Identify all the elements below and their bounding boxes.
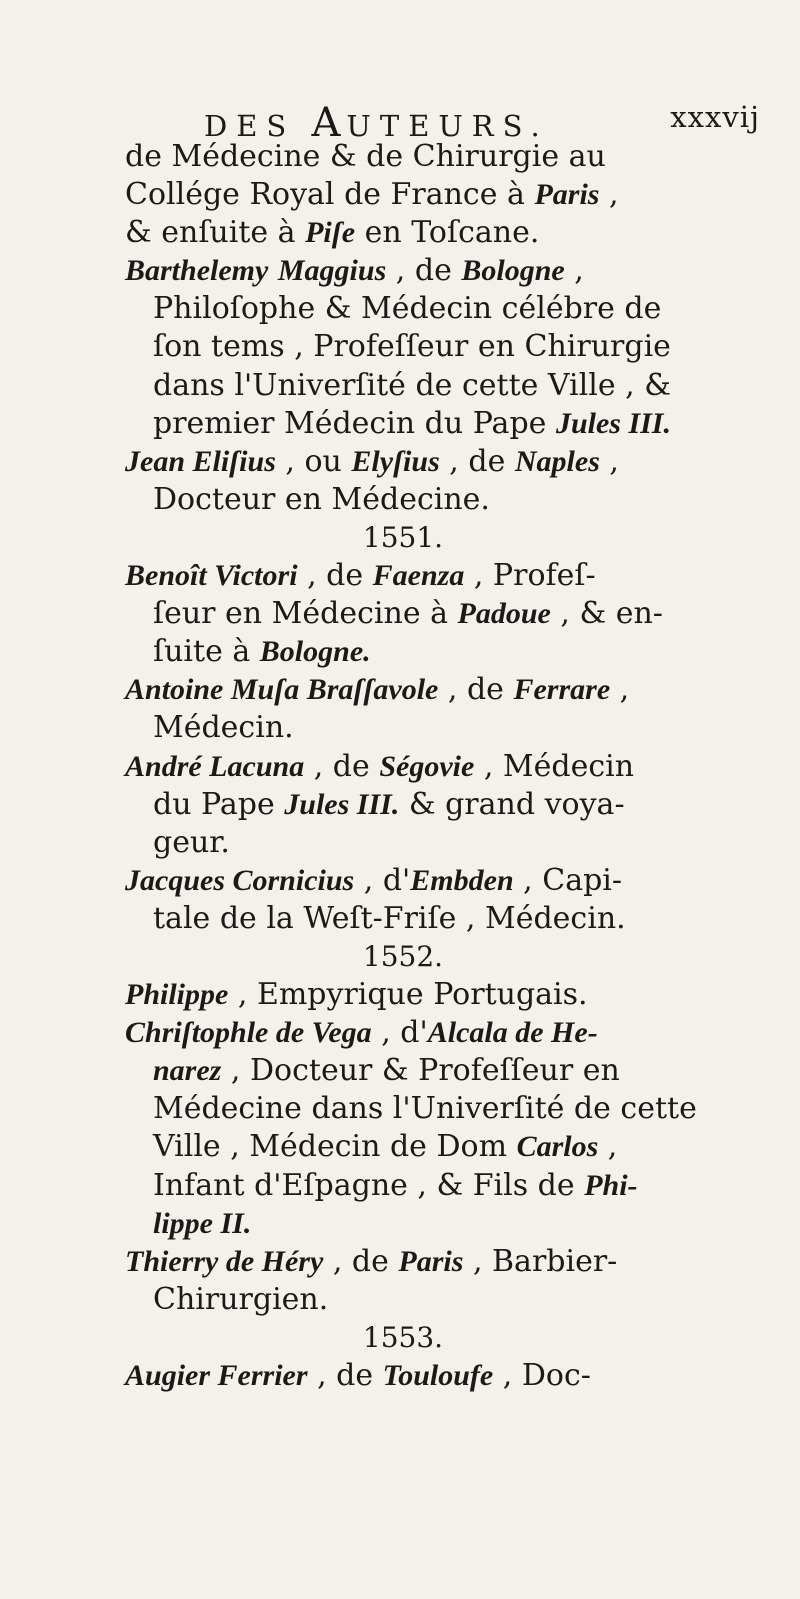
text-line: Docteur en Médecine. bbox=[153, 481, 490, 517]
text-line: premier Médecin du Pape Jules III. bbox=[153, 405, 671, 441]
text-line: dans l'Univerſité de cette Ville , & bbox=[153, 367, 671, 403]
text-line: Médecine dans l'Univerſité de cette bbox=[153, 1091, 697, 1127]
header-title-rest: UTEURS. bbox=[346, 109, 549, 143]
text-line: ſon tems , Profeſſeur en Chirurgie bbox=[153, 329, 671, 365]
text-line: Philoſophe & Médecin célébre de bbox=[153, 291, 662, 327]
text-line: de Médecine & de Chirurgie au bbox=[125, 139, 606, 174]
text-line: du Pape Jules III. & grand voya- bbox=[153, 786, 625, 822]
text-line: ſeur en Médecine à Padoue , & en- bbox=[153, 596, 663, 632]
entry-first-line: Chriſtophle de Vega , d'Alcala de He- bbox=[125, 1015, 598, 1051]
text-line: Médecin. bbox=[153, 710, 294, 746]
entry-first-line: Augier Ferrier , de Touloufe , Doc- bbox=[125, 1358, 591, 1393]
text-line: Collége Royal de France à Paris , bbox=[125, 177, 619, 213]
page-number: xxxvij bbox=[670, 100, 760, 134]
text-line: tale de la Weſt-Friſe , Médecin. bbox=[153, 900, 626, 936]
text-line: ſuite à Bologne. bbox=[153, 634, 371, 670]
year-heading: 1551. bbox=[362, 520, 444, 554]
entry-first-line: Thierry de Héry , de Paris , Barbier- bbox=[125, 1243, 618, 1279]
text-line: Infant d'Eſpagne , & Fils de Phi- bbox=[153, 1167, 638, 1203]
entry-first-line: André Lacuna , de Ségovie , Médecin bbox=[125, 748, 635, 784]
text-line: Ville , Médecin de Dom Carlos , bbox=[153, 1129, 618, 1165]
entry-first-line: Jacques Cornicius , d'Embden , Capi- bbox=[125, 862, 623, 898]
entry-first-line: Antoine Muſa Braſſavole , de Ferrare , bbox=[125, 672, 630, 708]
entry-first-line: Philippe , Empyrique Portugais. bbox=[125, 977, 588, 1013]
year-heading: 1552. bbox=[362, 939, 444, 973]
entry-first-line: Barthelemy Maggius , de Bologne , bbox=[125, 253, 584, 289]
entry-first-line: Jean Eliſius , ou Elyſius , de Naples , bbox=[125, 443, 619, 479]
entry-first-line: Benoît Victori , de Faenza , Profeſ- bbox=[125, 558, 596, 594]
header-title-initial: A bbox=[311, 100, 347, 146]
year-heading: 1553. bbox=[362, 1320, 444, 1354]
text-line: Chirurgien. bbox=[153, 1281, 329, 1317]
text-line: lippe II. bbox=[153, 1206, 252, 1240]
text-line: geur. bbox=[153, 824, 230, 860]
header-prefix: DES bbox=[204, 109, 296, 143]
text-line: narez , Docteur & Profeſſeur en bbox=[153, 1053, 620, 1089]
text-line: & enſuite à Piſe en Toſcane. bbox=[125, 215, 540, 251]
body-text bbox=[125, 138, 771, 1395]
